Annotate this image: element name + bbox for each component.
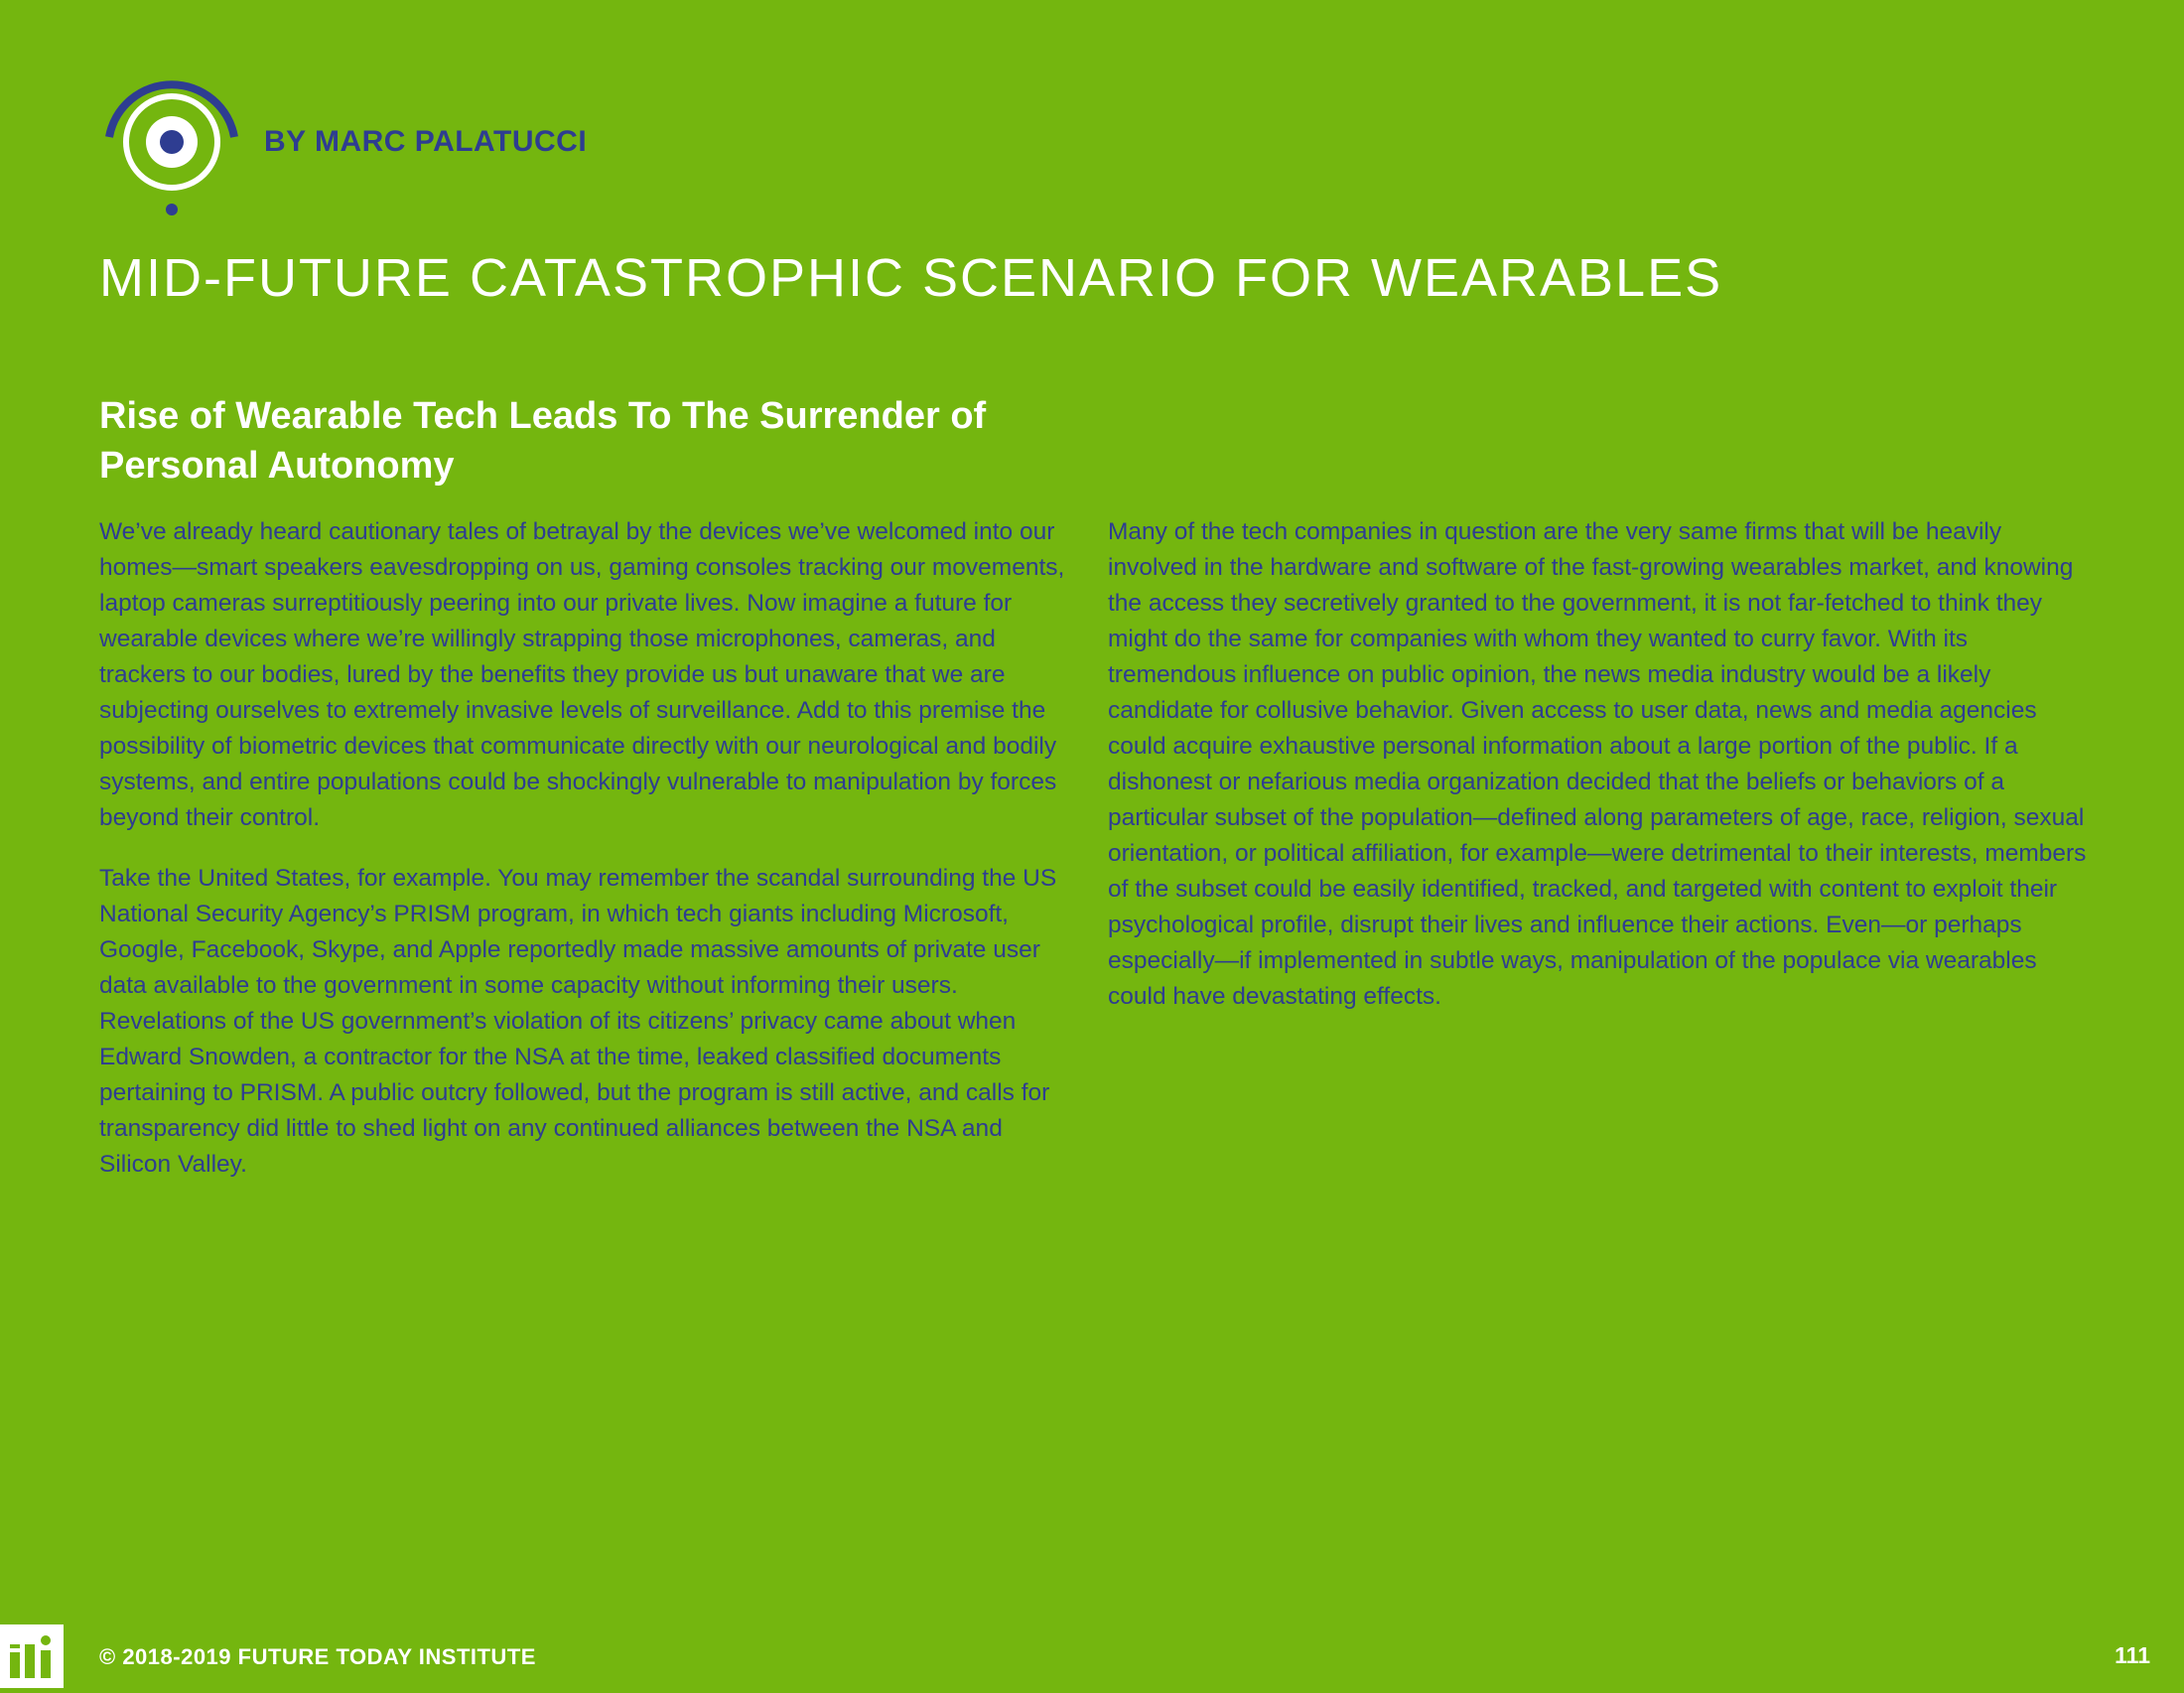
page-number: 111 (2115, 1642, 2150, 1668)
fti-logo-icon (0, 1624, 64, 1688)
body-paragraph: We’ve already heard cautionary tales of betrayal by the devices we’ve welcomed into our homes—smart speakers eavesdropping on us, gaming consoles tracking our movements, laptop cameras surreptitiously peering into our private lives. Now imagine a future for wearable devices where we’re willingly strapping those microphones, cameras, and trackers to our bodies, lured by the benefits they provide us but unaware that we are subjecting ourselves to extremely invasive levels of surveillance. Add to this premise the possibility of biometric devices that communicate directly with our neurological and bodily systems, and entire populations could be shockingly vulnerable to manipulation by forces beyond their control. (99, 518, 1065, 831)
left-column (99, 514, 1077, 1207)
page-title: MID-FUTURE CATASTROPHIC SCENARIO FOR WEARABLES (99, 248, 1723, 308)
target-eye-icon (99, 70, 248, 218)
author-byline: BY MARC PALATUCCI (264, 125, 588, 158)
body-paragraph: Many of the tech companies in question are the very same firms that will be heavily involved in the hardware and software of the fast-growing wearables market, and knowing the access they secretively granted to the government, it is not far-fetched to think they might do the same for companies with whom they wanted to curry favor. With its tremendous influence on public opinion, the news media industry would be a likely candidate for collusive behavior. Given access to user data, news and media agencies could acquire exhaustive personal information about a large portion of the public. If a dishonest or nefarious media organization decided that the beliefs or behaviors of a particular subset of the population—defined along parameters of age, race, religion, sexual orientation, or political affiliation, for example—were detrimental to their interests, members of the subset could be easily identified, tracked, and targeted with content to exploit their psychological profile, disrupt their lives and influence their actions. Even—or perhaps especially—if implemented in subtle ways, manipulation of the populace via wearables could have devastating effects. (1108, 518, 2087, 1010)
footer-copyright: © 2018-2019 FUTURE TODAY INSTITUTE (99, 1644, 536, 1669)
section-subtitle: Rise of Wearable Tech Leads To The Surrender of Personal Autonomy (99, 395, 987, 487)
right-column (1108, 514, 2091, 1040)
body-paragraph: Take the United States, for example. You may remember the scandal surrounding the US National Security Agency’s PRISM program, in which tech giants including Microsoft, Google, Facebook, Skype, and Apple reportedly made massive amounts of private user data available to the government in some capacity without informing their users. Revelations of the US government’s violation of its citizens’ privacy came about when Edward Snowden, a contractor for the NSA at the time, leaked classified documents pertaining to PRISM. A public outcry followed, but the program is still active, and calls for transparency did little to shed light on any continued alliances between the NSA and Silicon Valley. (99, 865, 1057, 1178)
